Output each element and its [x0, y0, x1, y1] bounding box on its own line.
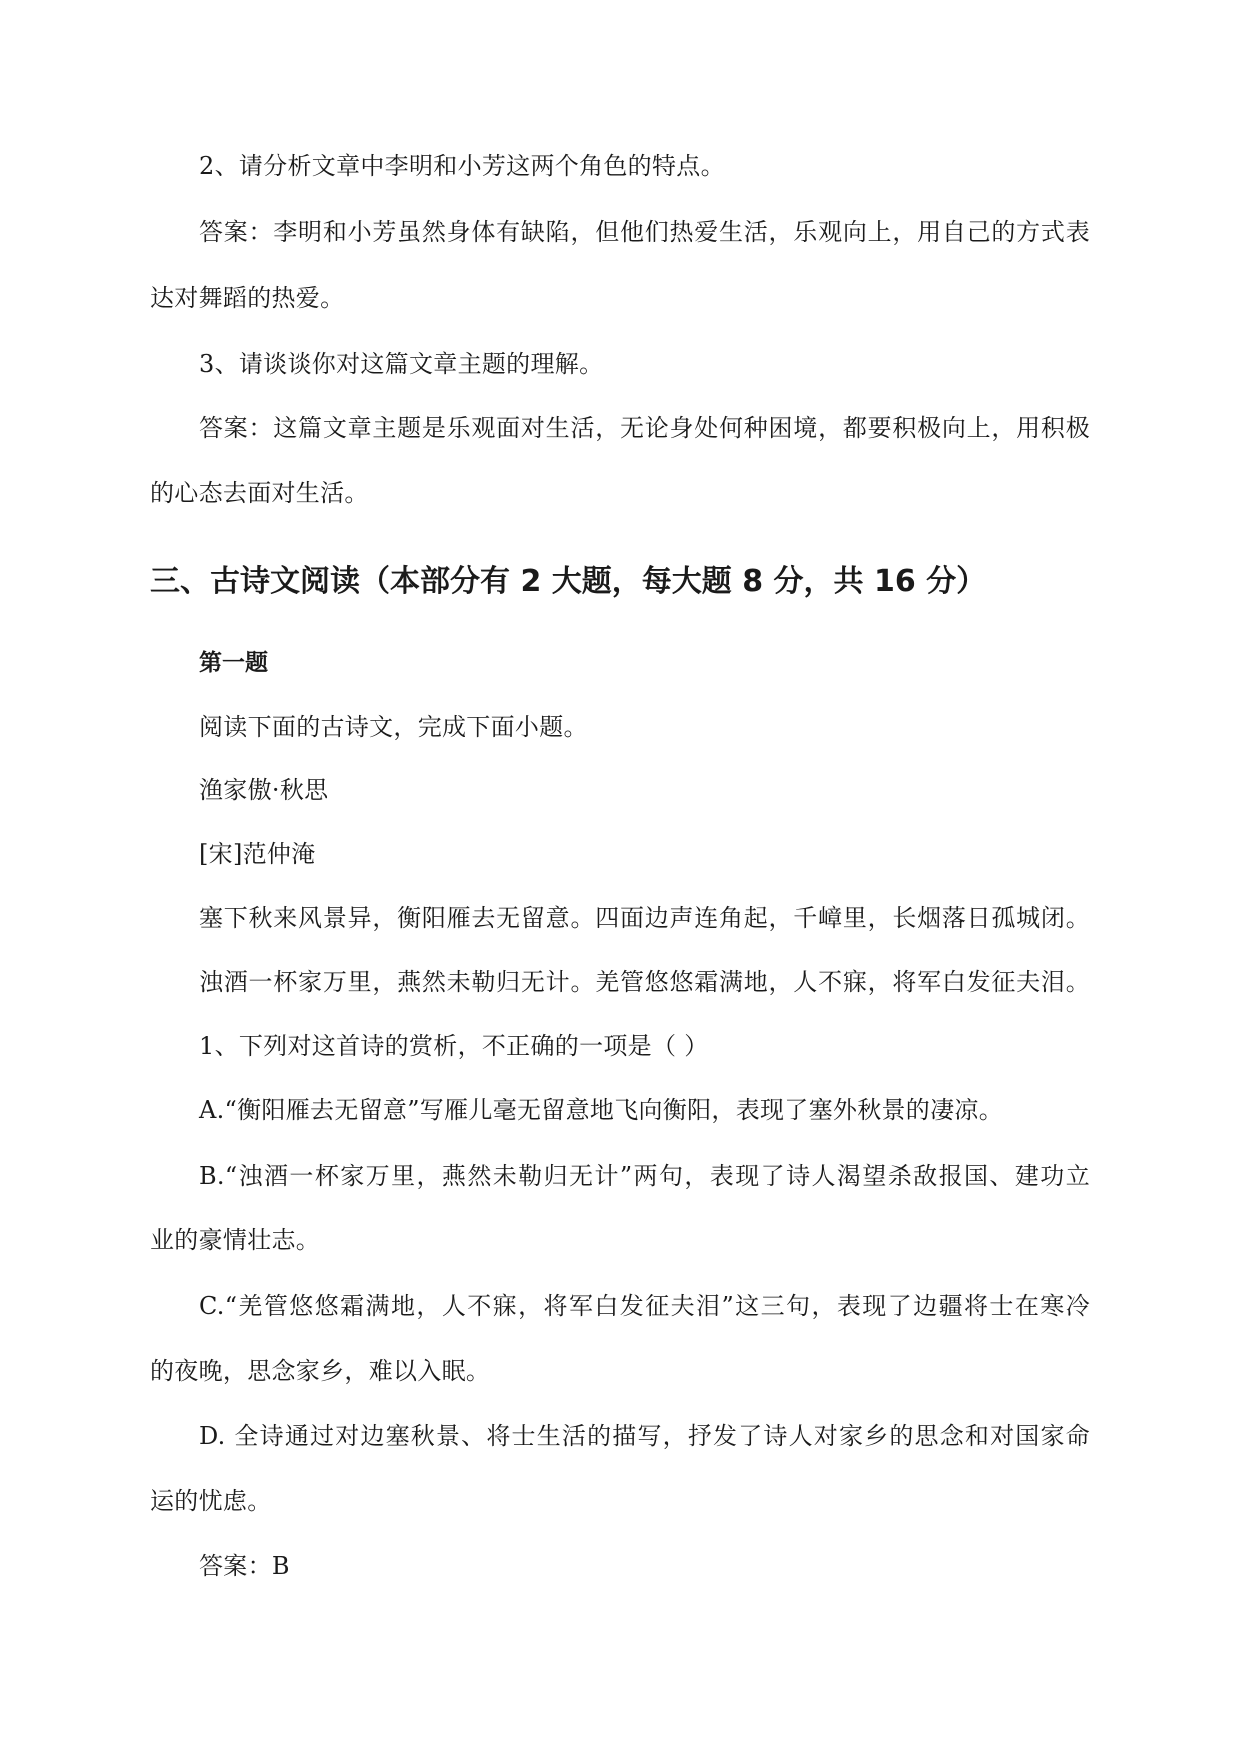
answer-2-line-2: 达对舞蹈的热爱。 — [150, 284, 345, 312]
answer-1: 答案：B — [199, 1552, 290, 1580]
question-1: 1、下列对这首诗的赏析，不正确的一项是（ ） — [199, 1032, 709, 1060]
question-3: 3、请谈谈你对这篇文章主题的理解。 — [199, 350, 604, 378]
question-2: 2、请分析文章中李明和小芳这两个角色的特点。 — [199, 152, 725, 180]
part-title: 第一题 — [199, 650, 268, 676]
option-d-line-2: 运的忧虑。 — [150, 1487, 272, 1515]
section-title: 三、古诗文阅读（本部分有 2 大题，每大题 8 分，共 16 分） — [150, 564, 987, 599]
option-b-line-2: 业的豪情壮志。 — [150, 1226, 321, 1254]
answer-2-line-1: 答案：李明和小芳虽然身体有缺陷，但他们热爱生活，乐观向上，用自己的方式表 — [199, 218, 1090, 246]
option-c-line-1: C.“羌管悠悠霜满地，人不寐，将军白发征夫泪”这三句，表现了边疆将士在寒冷 — [199, 1292, 1090, 1320]
poem-line-1: 塞下秋来风景异，衡阳雁去无留意。四面边声连角起，千嶂里，长烟落日孤城闭。 — [199, 904, 1090, 932]
instruction: 阅读下面的古诗文，完成下面小题。 — [199, 713, 588, 741]
option-d-line-1: D. 全诗通过对边塞秋景、将士生活的描写，抒发了诗人对家乡的思念和对国家命 — [199, 1422, 1090, 1450]
option-c-line-2: 的夜晚，思念家乡，难以入眠。 — [150, 1357, 491, 1385]
poem-author: [宋]范仲淹 — [199, 840, 316, 868]
poem-line-2: 浊酒一杯家万里，燕然未勒归无计。羌管悠悠霜满地，人不寐，将军白发征夫泪。 — [199, 968, 1090, 996]
option-a: A.“衡阳雁去无留意”写雁儿毫无留意地飞向衡阳，表现了塞外秋景的凄凉。 — [199, 1096, 1003, 1124]
poem-title: 渔家傲·秋思 — [199, 776, 329, 804]
option-b-line-1: B.“浊酒一杯家万里，燕然未勒归无计”两句，表现了诗人渴望杀敌报国、建功立 — [199, 1162, 1090, 1190]
answer-3-line-2: 的心态去面对生活。 — [150, 479, 369, 507]
answer-3-line-1: 答案：这篇文章主题是乐观面对生活，无论身处何种困境，都要积极向上，用积极 — [199, 414, 1090, 442]
